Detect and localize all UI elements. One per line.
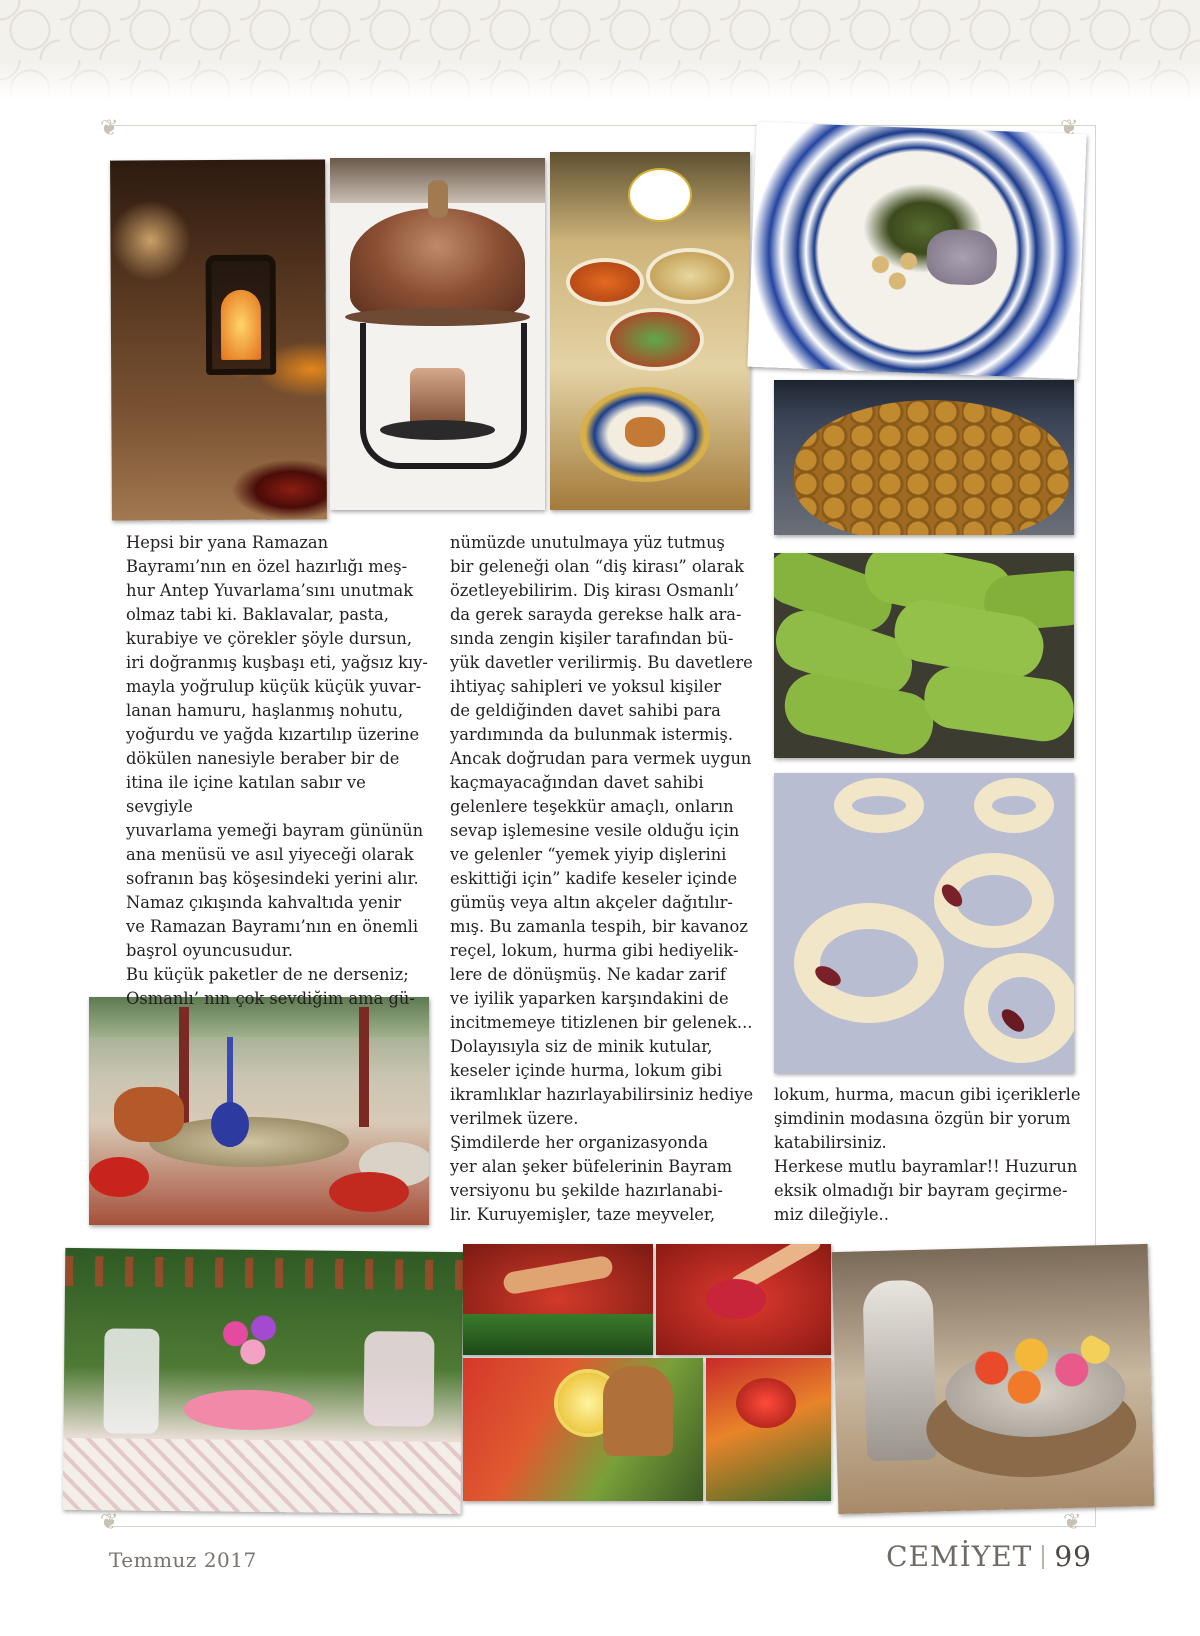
text-line: nümüzde unutulmaya yüz tutmuş <box>450 533 725 552</box>
text-column-right <box>774 1083 1084 1227</box>
photo-candy-making-4 <box>706 1358 831 1501</box>
text-line: lokum, hurma, macun gibi içeriklerle <box>774 1085 1081 1104</box>
corner-ornament-icon: ❦ <box>1063 1510 1082 1535</box>
corner-ornament-icon: ❦ <box>100 116 119 141</box>
corner-ornament-icon: ❦ <box>1060 116 1079 141</box>
photo-candy-making-2 <box>656 1244 831 1355</box>
page-number: 99 <box>1054 1540 1092 1573</box>
photo-hookah-garden <box>89 997 429 1225</box>
text-line: yer alan şeker büfelerinin Bayram <box>450 1157 733 1176</box>
issue-date: Temmuz 2017 <box>109 1548 257 1572</box>
photo-yuvarlama-soup <box>747 122 1086 379</box>
text-line: hur Antep Yuvarlama’sını unutmak <box>126 581 414 600</box>
text-line: katabilirsiniz. <box>774 1133 887 1152</box>
text-line: kurabiye ve çörekler şöyle dursun, <box>126 629 413 648</box>
text-line: yardımında da bulunmak istermiş. <box>450 725 734 744</box>
footer-separator <box>1042 1545 1044 1569</box>
corner-ornament-icon: ❦ <box>100 1510 119 1535</box>
text-line: eskittiği için” kadife keseler içinde <box>450 869 738 888</box>
text-line: lir. Kuruyemişler, taze meyveler, <box>450 1205 716 1224</box>
text-line: şimdinin modasına özgün bir yorum <box>774 1109 1071 1128</box>
text-line: ve iyilik yaparken karşındakini de <box>450 989 729 1008</box>
text-line: özetleyebilirim. Diş kirası Osmanlı’ <box>450 581 740 600</box>
text-line: yük davetler verilirmiş. Bu davetlere <box>450 653 753 672</box>
text-line: Dolayısıyla siz de minik kutular, <box>450 1037 713 1056</box>
photo-baklava-tray <box>774 380 1074 535</box>
text-line: Bayramı’nın en özel hazırlığı meş- <box>126 557 408 576</box>
text-line: başrol oyuncusudur. <box>126 941 293 960</box>
text-line: ikramlıklar hazırlayabilirsiniz hediye <box>450 1085 754 1104</box>
text-line: Hepsi bir yana Ramazan <box>126 533 329 552</box>
text-line: incitmemeye titizlenen bir gelenek... <box>450 1013 753 1032</box>
text-line: versiyonu bu şekilde hazırlanabi- <box>450 1181 723 1200</box>
photo-green-pistachio-cookies <box>774 553 1074 758</box>
text-line: mış. Bu zamanla tespih, bir kavanoz <box>450 917 748 936</box>
text-line: verilmek üzere. <box>450 1109 579 1128</box>
photo-ramadan-lantern-dates <box>110 159 327 520</box>
text-line: miz dileğiyle.. <box>774 1205 889 1224</box>
footer-brand <box>886 1540 1092 1573</box>
text-line: sevap işlemesine vesile olduğu için <box>450 821 740 840</box>
text-column-middle <box>450 531 760 1227</box>
photo-candy-making-1 <box>463 1244 653 1355</box>
text-line: gümüş veya altın akçeler dağıtılır- <box>450 893 733 912</box>
text-line: itina ile içine katılan sabır ve sevgiyle <box>126 773 366 816</box>
text-line: iri doğranmış kuşbaşı eti, yağsız kıy- <box>126 653 428 672</box>
text-line: Namaz çıkışında kahvaltıda yenir <box>126 893 402 912</box>
text-line: sofranın baş köşesindeki yerini alır. <box>126 869 419 888</box>
text-line: sında zengin kişiler tarafından bü- <box>450 629 734 648</box>
text-line: ana menüsü ve asıl yiyeceği olarak <box>126 845 414 864</box>
photo-kandil-simit-cookies <box>774 773 1074 1073</box>
text-line: eksik olmadığı bir bayram geçirme- <box>774 1181 1068 1200</box>
text-line: keseler içinde hurma, lokum gibi <box>450 1061 723 1080</box>
text-line: lere de dönüşmüş. Ne kadar zarif <box>450 965 726 984</box>
text-line: olmaz tabi ki. Baklavalar, pasta, <box>126 605 389 624</box>
text-line: mayla yoğrulup küçük küçük yuvar- <box>126 677 422 696</box>
text-line: yuvarlama yemeği bayram gününün <box>126 821 424 840</box>
text-line: gelenlere teşekkür amaçlı, onların <box>450 797 734 816</box>
text-line: Herkese mutlu bayramlar!! Huzurun <box>774 1157 1078 1176</box>
photo-copper-chafing-dish <box>330 158 545 510</box>
text-line: kaçmayacağından davet sahibi <box>450 773 704 792</box>
text-line: Şimdilerde her organizasyonda <box>450 1133 709 1152</box>
text-line: da gerek sarayda gerekse halk ara- <box>450 605 742 624</box>
text-line: Bu küçük paketler de ne derseniz; <box>126 965 409 984</box>
text-line: Osmanlı’ nın çok sevdiğim ama gü- <box>126 989 415 1008</box>
text-column-left <box>126 531 436 1011</box>
text-line: ihtiyaç sahipleri ve yoksul kişiler <box>450 677 722 696</box>
photo-turkish-candies-bowl <box>832 1244 1155 1514</box>
magazine-name: CEMİYET <box>886 1540 1033 1573</box>
text-line: reçel, lokum, hurma gibi hediyelik- <box>450 941 739 960</box>
text-line: lanan hamuru, haşlanmış nohutu, <box>126 701 404 720</box>
text-line: Ancak doğrudan para vermek uygun <box>450 749 752 768</box>
text-line: dökülen nanesiyle beraber bir de <box>126 749 400 768</box>
photo-iftar-table <box>550 152 750 510</box>
pattern-fade <box>0 60 1200 100</box>
text-line: ve Ramazan Bayramı’nın en önemli <box>126 917 419 936</box>
text-line: yoğurdu ve yağda kızartılıp üzerine <box>126 725 420 744</box>
text-line: ve gelenler “yemek yiyip dişlerini <box>450 845 727 864</box>
text-line: bir geleneği olan “diş kirası” olarak <box>450 557 744 576</box>
text-line: de geldiğinden davet sahibi para <box>450 701 721 720</box>
photo-candy-buffet-table <box>63 1248 464 1514</box>
photo-candy-making-3 <box>463 1358 703 1501</box>
